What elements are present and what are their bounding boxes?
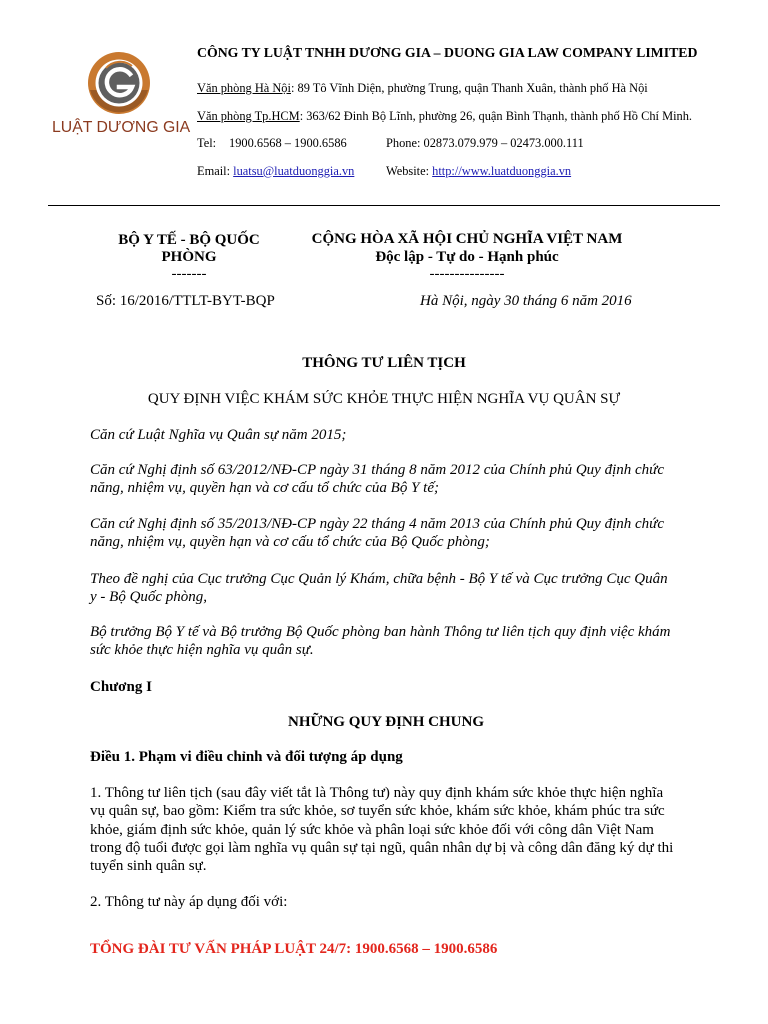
national-heading-block [300, 231, 634, 284]
company-name: CÔNG TY LUẬT TNHH DƯƠNG GIA – DUONG GIA LAW COMPANY LIMITED [197, 45, 698, 60]
issuer-line: BỘ Y TẾ - BỘ QUỐC [118, 231, 260, 248]
phone-label: Phone: [386, 135, 421, 150]
preamble-paragraph [90, 461, 664, 497]
clause-line: 2. Thông tư này áp dụng đối với: [90, 894, 288, 910]
logo-wordmark: LUẬT DƯƠNG GIA [52, 118, 191, 136]
preamble-line: sức khỏe thực hiện nghĩa vụ quân sự. [90, 642, 314, 658]
preamble-paragraph [90, 570, 668, 606]
chapter-label: Chương I [90, 679, 152, 695]
preamble-line: Căn cứ Nghị định số 63/2012/NĐ-CP ngày 31 tháng 8 năm 2012 của Chính phủ Quy định chức [90, 462, 664, 478]
clause-line: tuyển sinh quân sự. [90, 858, 207, 874]
preamble-line: Bộ trưởng Bộ Y tế và Bộ trưởng Bộ Quốc phòng ban hành Thông tư liên tịch quy định việc khám [90, 624, 671, 640]
phone-value: 02873.079.979 – 02473.000.111 [423, 135, 584, 150]
preamble-paragraph [90, 515, 664, 551]
issuer-block [100, 232, 278, 283]
motto-rule: --------------- [429, 266, 505, 282]
preamble-paragraph [90, 623, 670, 659]
logo-emblem-icon [86, 50, 152, 116]
hcm-office-label: Văn phòng Tp.HCM [197, 108, 300, 123]
hanoi-office-label: Văn phòng Hà Nội [197, 80, 291, 95]
hcm-office-line [197, 109, 692, 124]
email-link[interactable]: luatsu@luatduonggia.vn [233, 163, 355, 178]
website-line [386, 164, 571, 179]
preamble-line: y - Bộ Quốc phòng, [90, 589, 208, 605]
hanoi-office-address: : 89 Tô Vĩnh Diện, phường Trung, quận Thanh Xuân, thành phố Hà Nội [290, 80, 648, 95]
website-link[interactable]: http://www.luatduonggia.vn [432, 163, 572, 178]
hcm-office-address: : 363/62 Đinh Bộ Lĩnh, phường 26, quận Bình Thạnh, thành phố Hồ Chí Minh. [299, 108, 693, 123]
hotline-banner: TỔNG ĐÀI TƯ VẤN PHÁP LUẬT 24/7: 1900.6568 – 1900.6586 [90, 941, 498, 957]
preamble-paragraph [90, 426, 346, 444]
hanoi-office-line [197, 81, 648, 96]
document-number: Số: 16/2016/TTLT-BYT-BQP [96, 293, 275, 309]
article-clause [90, 784, 673, 875]
national-motto: Độc lập - Tự do - Hạnh phúc [375, 248, 559, 265]
preamble-line: năng, nhiệm vụ, quyền hạn và cơ cấu tổ chức của Bộ Y tế; [90, 480, 440, 496]
tel-value: 1900.6568 – 1900.6586 [229, 135, 347, 150]
article-heading: Điều 1. Phạm vi điều chỉnh và đối tượng áp dụng [90, 749, 403, 765]
clause-line: khỏe, giám định sức khỏe, quản lý sức khỏe và phân loại sức khỏe đối với công dân Việt Nam [90, 821, 654, 838]
preamble-line: năng, nhiệm vụ, quyền hạn và cơ cấu tổ chức của Bộ Quốc phòng; [90, 534, 490, 550]
clause-line: trong độ tuổi được gọi làm nghĩa vụ quân sự tại ngũ, quân nhân dự bị và công dân đăng ký dự thi [90, 839, 674, 856]
logo-emblem-graphic [86, 50, 152, 116]
tel-label: Tel: [197, 135, 217, 150]
nation-name: CỘNG HÒA XÃ HỘI CHỦ NGHĨA VIỆT NAM [311, 231, 623, 247]
document-type: THÔNG TƯ LIÊN TỊCH [302, 355, 466, 371]
preamble-line: Căn cứ Nghị định số 35/2013/NĐ-CP ngày 22 tháng 4 năm 2013 của Chính phủ Quy định chức [90, 516, 664, 532]
email-line [197, 164, 354, 179]
chapter-title: NHỮNG QUY ĐỊNH CHUNG [288, 714, 484, 730]
issuer-rule: ------- [171, 265, 207, 282]
document-subject: QUY ĐỊNH VIỆC KHÁM SỨC KHỎE THỰC HIỆN NGHĨA VỤ QUÂN SỰ [147, 391, 621, 407]
article-clause [90, 893, 287, 911]
preamble-line: Căn cứ Luật Nghĩa vụ Quân sự năm 2015; [90, 427, 347, 443]
clause-line: vụ quân sự, bao gồm: Kiểm tra sức khỏe, sơ tuyển sức khỏe, khám sức khỏe, khám phúc tra sức [90, 803, 665, 820]
issuer-line: PHÒNG [161, 248, 217, 265]
letterhead-divider [48, 205, 720, 206]
email-label: Email: [197, 163, 231, 178]
website-label: Website: [386, 163, 430, 178]
preamble-line: Theo đề nghị của Cục trưởng Cục Quản lý Khám, chữa bệnh - Bộ Y tế và Cục trưởng Cục Quân [90, 571, 668, 587]
phone-line [386, 136, 584, 151]
place-and-date: Hà Nội, ngày 30 tháng 6 năm 2016 [420, 293, 632, 309]
clause-line: 1. Thông tư liên tịch (sau đây viết tắt là Thông tư) này quy định khám sức khỏe thực hiện nghĩa [90, 785, 664, 801]
